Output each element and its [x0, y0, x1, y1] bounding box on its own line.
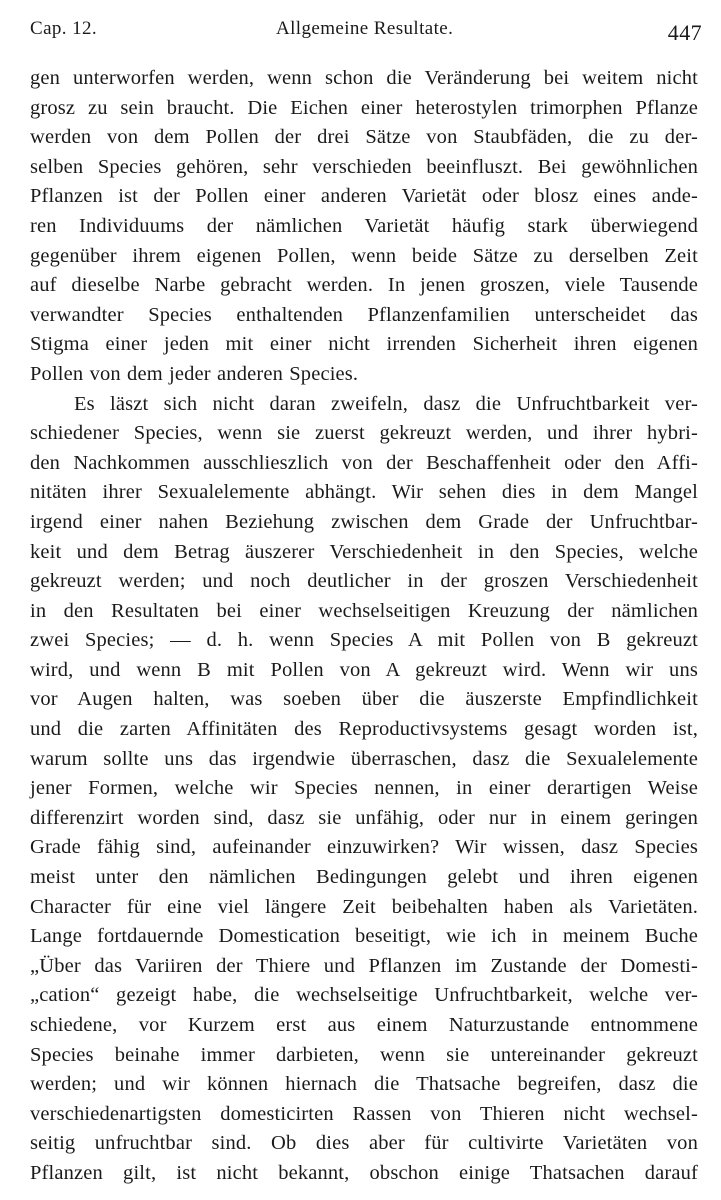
- body-text: [30, 64, 698, 1189]
- page-number: 447: [667, 20, 702, 45]
- text-line: Pollen von dem jeder anderen Species.: [30, 362, 359, 385]
- text-line: Character für eine viel längere Zeit beibehalten haben als Varietäten.: [30, 895, 698, 918]
- running-title: Allgemeine Resultate.: [276, 18, 454, 39]
- paragraph: [30, 64, 698, 390]
- text-line: Pflanzen gilt, ist nicht bekannt, obschon einige Thatsachen darauf: [30, 1161, 698, 1184]
- text-line: in den Resultaten bei einer wechselseitigen Kreuzung der nämlichen: [30, 599, 698, 622]
- text-line: schiedene, vor Kurzem erst aus einem Naturzustande entnommene: [30, 1014, 698, 1036]
- text-line: „Über das Variiren der Thiere und Pflanzen im Zustande der Domesti-: [30, 954, 698, 977]
- text-line: selben Species gehören, sehr verschieden beeinfluszt. Bei gewöhnlichen: [30, 155, 698, 178]
- text-line: nitäten ihrer Sexualelemente abhängt. Wir sehen dies in dem Mangel: [30, 481, 698, 504]
- text-line: gegenüber ihrem eigenen Pollen, wenn beide Sätze zu derselben Zeit: [30, 244, 698, 267]
- text-line: Grade fähig sind, aufeinander einzuwirken? Wir wissen, dasz Species: [30, 836, 698, 859]
- text-line: Pflanzen ist der Pollen einer anderen Varietät oder blosz eines ande-: [30, 185, 698, 208]
- text-line: den Nachkommen ausschlieszlich von der Beschaffenheit oder den Affi-: [30, 451, 698, 474]
- text-line: Stigma einer jeden mit einer nicht irrenden Sicherheit ihren eigenen: [30, 333, 698, 356]
- paragraph: [30, 390, 698, 1189]
- text-line: wird, und wenn B mit Pollen von A gekreuzt wird. Wenn wir uns: [30, 658, 698, 681]
- text-line: zwei Species; — d. h. wenn Species A mit Pollen von B gekreuzt: [30, 629, 698, 652]
- text-line: werden von dem Pollen der drei Sätze von Staubfäden, die zu der-: [30, 126, 698, 149]
- text-line: Es läszt sich nicht daran zweifeln, dasz die Unfruchtbarkeit ver-: [74, 392, 698, 415]
- text-line: gekreuzt werden; und noch deutlicher in der groszen Verschiedenheit: [30, 570, 698, 593]
- text-line: verwandter Species enthaltenden Pflanzenfamilien unterscheidet das: [30, 303, 698, 326]
- text-line: Lange fortdauernde Domestication beseitigt, wie ich in meinem Buche: [30, 925, 698, 948]
- text-line: differenzirt worden sind, dasz sie unfähig, oder nur in einem geringen: [30, 806, 698, 829]
- text-line: verschiedenartigsten domesticirten Rassen von Thieren nicht wechsel-: [30, 1102, 698, 1125]
- text-line: keit und dem Betrag äuszerer Verschiedenheit in den Species, welche: [30, 540, 698, 563]
- text-line: „cation“ gezeigt habe, die wechselseitige Unfruchtbarkeit, welche ver-: [30, 984, 698, 1007]
- text-line: seitig unfruchtbar sind. Ob dies aber für cultivirte Varietäten von: [30, 1132, 698, 1155]
- text-line: vor Augen halten, was soeben über die äuszerste Empfindlichkeit: [30, 688, 698, 711]
- text-line: auf dieselbe Narbe gebracht werden. In jenen groszen, viele Tausende: [30, 274, 698, 297]
- text-line: warum sollte uns das irgendwie überraschen, dasz die Sexualelemente: [30, 747, 698, 770]
- text-line: schiedener Species, wenn sie zuerst gekreuzt werden, und ihrer hybri-: [30, 422, 698, 445]
- text-line: meist unter den nämlichen Bedingungen gelebt und ihren eigenen: [30, 866, 698, 889]
- text-line: gen unterworfen werden, wenn schon die Veränderung bei weitem nicht: [30, 67, 698, 89]
- text-line: und die zarten Affinitäten des Reproductivsystems gesagt worden ist,: [30, 718, 698, 741]
- text-line: Species beinahe immer darbieten, wenn sie untereinander gekreuzt: [30, 1043, 698, 1066]
- running-head: [30, 14, 702, 44]
- chapter-label: Cap. 12.: [30, 18, 98, 39]
- text-line: werden; und wir können hiernach die Thatsache begreifen, dasz die: [30, 1073, 698, 1096]
- text-line: grosz zu sein braucht. Die Eichen einer heterostylen trimorphen Pflanze: [30, 96, 698, 119]
- text-line: irgend einer nahen Beziehung zwischen dem Grade der Unfruchtbar-: [30, 510, 698, 533]
- text-line: jener Formen, welche wir Species nennen, in einer derartigen Weise: [30, 777, 698, 800]
- text-line: ren Individuums der nämlichen Varietät häufig stark überwiegend: [30, 214, 698, 237]
